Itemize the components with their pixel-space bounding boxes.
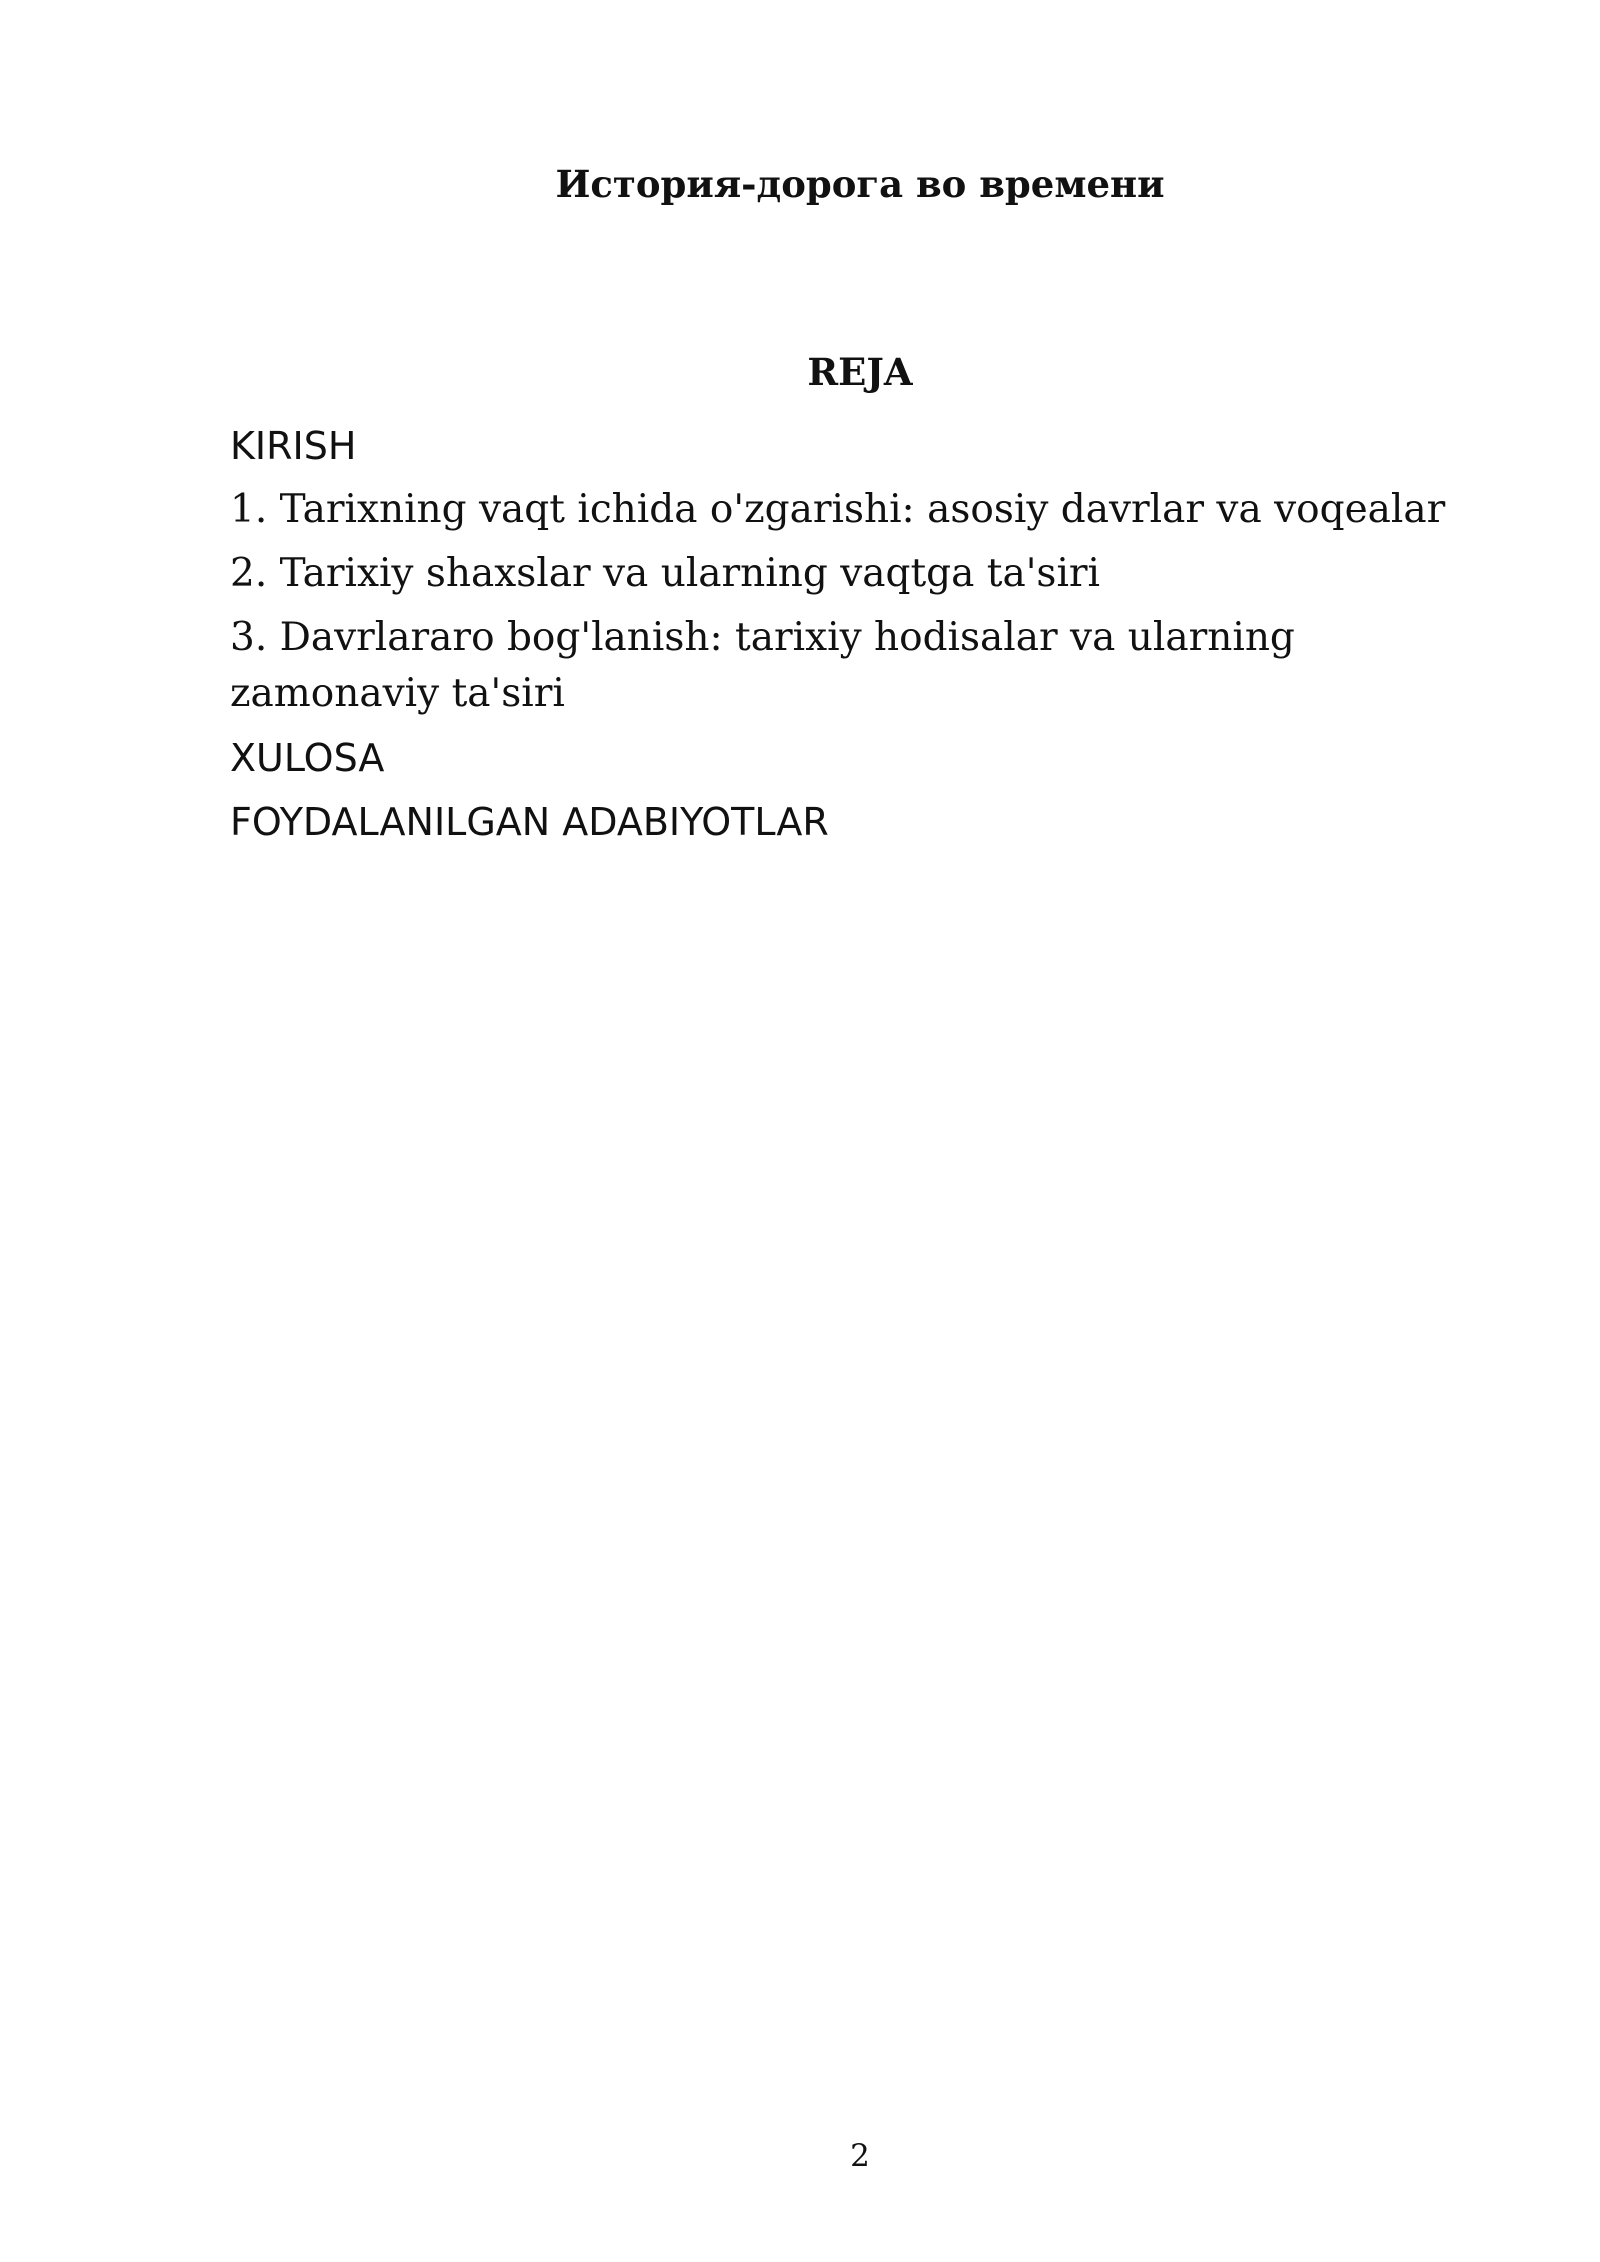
toc-item-introduction: KIRISH	[230, 424, 357, 468]
toc-item-1: 1. Tarixning vaqt ichida o'zgarishi: asosiy davrlar va voqealar	[230, 487, 1446, 532]
toc-item-2: 2. Tarixiy shaxslar va ularning vaqtga ta'siri	[230, 551, 1101, 596]
toc-item-references: FOYDALANILGAN ADABIYOTLAR	[230, 800, 829, 844]
table-of-contents	[230, 418, 1500, 858]
page-number: 2	[850, 2138, 870, 2174]
document-title: История-дорога во времени	[555, 162, 1165, 206]
toc-item-3: 3. Davrlararo bog'lanish: tarixiy hodisalar va ularning zamonaviy ta'siri	[230, 615, 1295, 716]
toc-item-conclusion: XULOSA	[230, 736, 385, 780]
plan-heading: REJA	[807, 350, 913, 394]
